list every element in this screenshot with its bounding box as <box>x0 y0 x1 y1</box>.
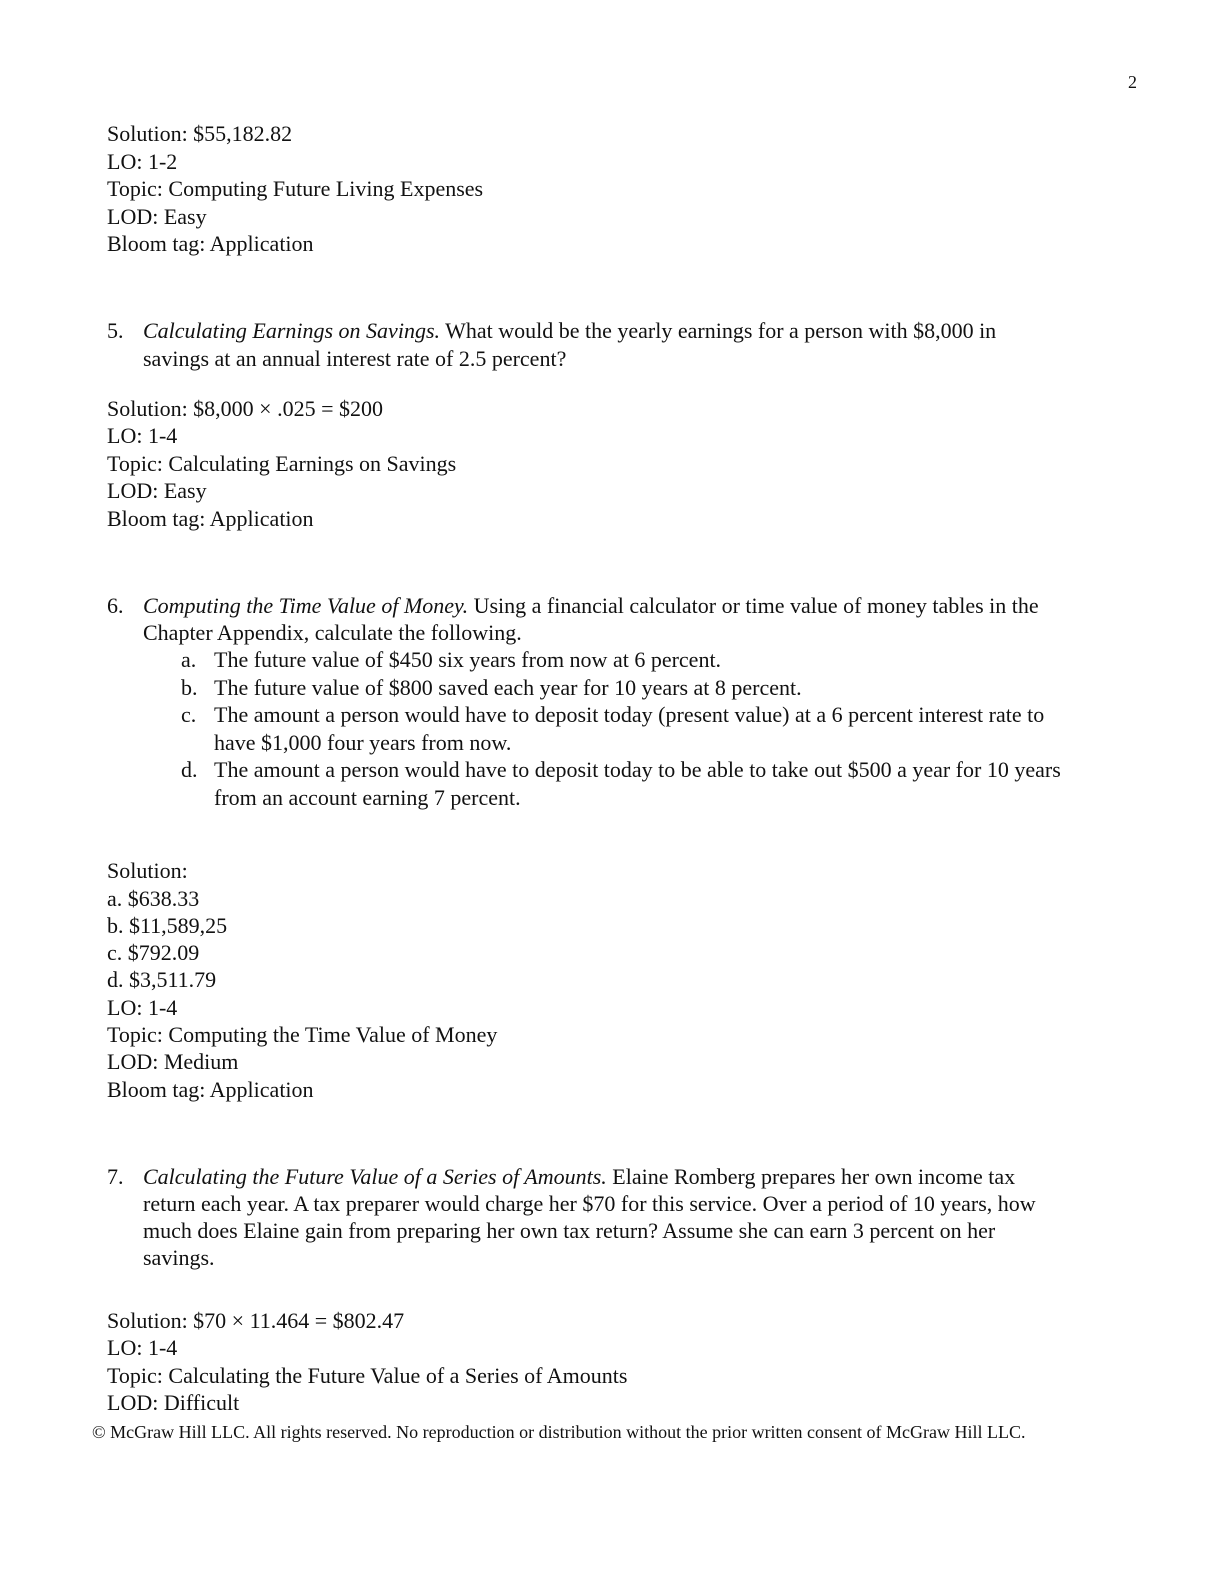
sub-item-letter: d. <box>181 757 198 782</box>
sub-item-letter: a. <box>181 647 197 672</box>
question-text-line: savings at an annual interest rate of 2.5 percent? <box>143 346 567 371</box>
question-number: 7. <box>107 1164 124 1189</box>
topic-text: Topic: Computing Future Living Expenses <box>107 176 484 201</box>
answer-text: d. $3,511.79 <box>107 967 217 992</box>
question-text-line: return each year. A tax preparer would charge her $70 for this service. Over a period of 10 years, how <box>143 1191 1036 1216</box>
question-text: What would be the yearly earnings for a person with $8,000 in <box>440 318 997 343</box>
sub-item-letter: b. <box>181 675 198 700</box>
solution-text: Solution: $70 × 11.464 = $802.47 <box>107 1308 405 1333</box>
sub-item-text: The future value of $450 six years from now at 6 percent. <box>214 647 722 672</box>
question-number: 5. <box>107 318 124 343</box>
lo-text: LO: 1-4 <box>107 995 178 1020</box>
question-text: Elaine Romberg prepares her own income tax <box>606 1164 1016 1189</box>
solution-text: Solution: $55,182.82 <box>107 121 293 146</box>
question-text-line: much does Elaine gain from preparing her own tax return? Assume she can earn 3 percent on her <box>143 1218 996 1243</box>
question-text: Using a financial calculator or time value of money tables in the <box>468 593 1039 618</box>
solution-text: Solution: $8,000 × .025 = $200 <box>107 396 383 421</box>
question-number: 6. <box>107 593 124 618</box>
question-title: Calculating the Future Value of a Series of Amounts. <box>143 1164 607 1189</box>
lod-text: LOD: Difficult <box>107 1390 240 1415</box>
topic-text: Topic: Computing the Time Value of Money <box>107 1022 498 1047</box>
sub-item-text: from an account earning 7 percent. <box>214 785 521 810</box>
sub-item-text: The future value of $800 saved each year for 10 years at 8 percent. <box>214 675 802 700</box>
sub-item-text: The amount a person would have to deposit today to be able to take out $500 a year for 10 years <box>214 757 1061 782</box>
bloom-tag-text: Bloom tag: Application <box>107 1077 314 1102</box>
question-text-line <box>143 592 1039 620</box>
lod-text: LOD: Medium <box>107 1049 239 1074</box>
sub-item-letter: c. <box>181 702 197 727</box>
question-text-line <box>143 1163 1015 1191</box>
lo-text: LO: 1-4 <box>107 423 178 448</box>
question-title: Computing the Time Value of Money. <box>143 593 469 618</box>
answer-text: a. $638.33 <box>107 886 200 911</box>
lo-text: LO: 1-2 <box>107 149 178 174</box>
question-text-line: savings. <box>143 1245 215 1270</box>
bloom-tag-text: Bloom tag: Application <box>107 231 314 256</box>
question-text-line: Chapter Appendix, calculate the following. <box>143 620 522 645</box>
copyright-footer: © McGraw Hill LLC. All rights reserved. No reproduction or distribution without the prior written consent of McGraw Hill LLC. <box>92 1422 1026 1442</box>
sub-item-text: The amount a person would have to deposit today (present value) at a 6 percent interest rate to <box>214 702 1045 727</box>
lod-text: LOD: Easy <box>107 478 207 503</box>
topic-text: Topic: Calculating Earnings on Savings <box>107 451 457 476</box>
topic-text: Topic: Calculating the Future Value of a Series of Amounts <box>107 1363 628 1388</box>
question-title: Calculating Earnings on Savings. <box>143 318 440 343</box>
page-number: 2 <box>1128 72 1137 92</box>
answer-text: b. $11,589,25 <box>107 913 228 938</box>
bloom-tag-text: Bloom tag: Application <box>107 506 314 531</box>
answer-text: c. $792.09 <box>107 940 200 965</box>
solution-label: Solution: <box>107 858 188 883</box>
question-text-line <box>143 317 996 345</box>
lod-text: LOD: Easy <box>107 204 207 229</box>
lo-text: LO: 1-4 <box>107 1335 178 1360</box>
sub-item-text: have $1,000 four years from now. <box>214 730 512 755</box>
